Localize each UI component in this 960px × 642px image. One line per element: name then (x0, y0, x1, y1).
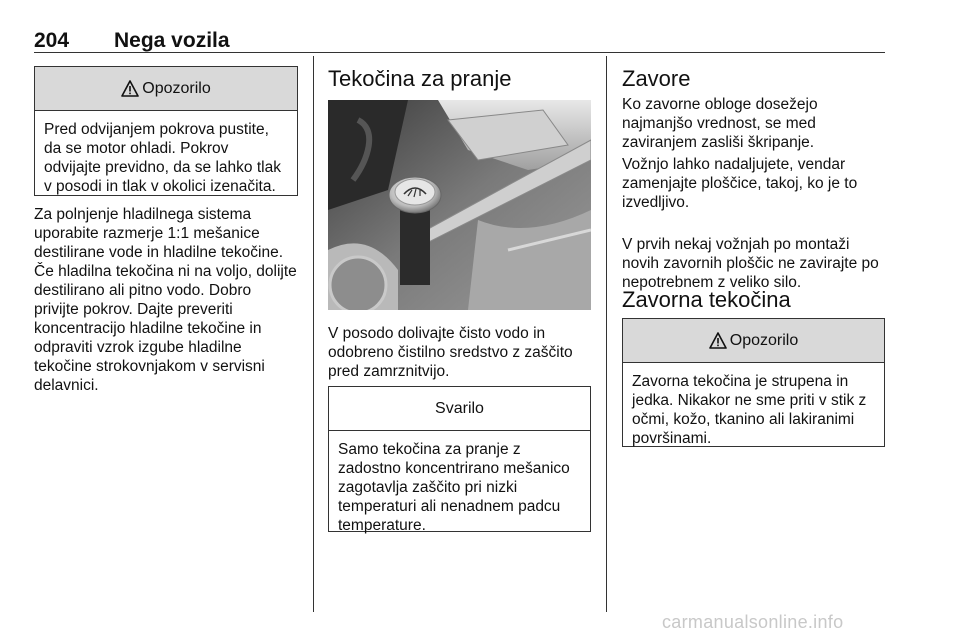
warning-triangle-icon (709, 332, 727, 349)
heading-brake-fluid: Zavorna tekočina (622, 287, 791, 312)
warning-box-header (623, 319, 884, 363)
notice-box-washer (328, 386, 591, 532)
brakes-paragraph-2: Vožnjo lahko nadaljujete, vendar zamenjajte ploščice, takoj, ko je to izvedljivo. (622, 156, 858, 211)
brakes-paragraph-1: Ko zavorne obloge dosežejo najmanjšo vrednost, se med zaviranjem zasliši škripanje. (622, 96, 818, 151)
heading-washer-fluid: Tekočina za pranje (328, 66, 512, 91)
warning-text: Zavorna tekočina je strupena in jedka. Nikakor ne sme priti v stik z očmi, kožo, tkanino ali lakiranimi površinami. (632, 373, 867, 447)
notice-text: Samo tekočina za pranje z zadostno koncentrirano mešanico zagotavlja zaščito pri nizki temperaturi ali nenadnem padcu temperature. (338, 441, 570, 534)
column-divider-2 (606, 56, 607, 612)
warning-box-header (35, 67, 297, 111)
warning-title: Opozorilo (142, 79, 211, 97)
warning-box-brake-fluid (622, 318, 885, 447)
warning-title: Opozorilo (729, 331, 799, 349)
notice-title: Svarilo (435, 399, 484, 417)
heading-brakes: Zavore (622, 66, 691, 91)
brakes-paragraph-3: V prvih nekaj vožnjah po montaži novih zavornih ploščic ne zavirajte po nepotrebnem z veliko silo. (622, 236, 879, 291)
warning-text: Pred odvijanjem pokrova pustite, da se motor ohladi. Pokrov odvijajte previdno, da se lahko tlak v posodi in tlak v okolici izenačita. (44, 121, 281, 195)
warning-box-coolant (34, 66, 298, 196)
coolant-paragraph: Za polnjenje hladilnega sistema uporabite razmerje 1:1 mešanice destilirane vode in hladilne tekočine. Če hladilna tekočina ni na voljo, dolijte destilirano ali pitno vodo. Dobro privijte pokrov. Dajte preveriti koncentracijo hladilne tekočine in odpraviti vzrok izgube hladilne tekočine strokovnjakom v servisni delavnici. (34, 206, 297, 394)
watermark: carmanualsonline.info (662, 612, 844, 632)
notice-box-header (329, 387, 590, 431)
section-title: Nega vozila (114, 29, 230, 52)
washer-fluid-paragraph: V posodo dolivajte čisto vodo in odobreno čistilno sredstvo z zaščito pred zamrznitvijo. (328, 325, 573, 380)
column-divider-1 (313, 56, 314, 612)
header-rule (34, 52, 885, 53)
page-number: 204 (34, 29, 70, 52)
washer-fluid-photo (328, 100, 591, 310)
warning-triangle-icon (121, 80, 139, 97)
